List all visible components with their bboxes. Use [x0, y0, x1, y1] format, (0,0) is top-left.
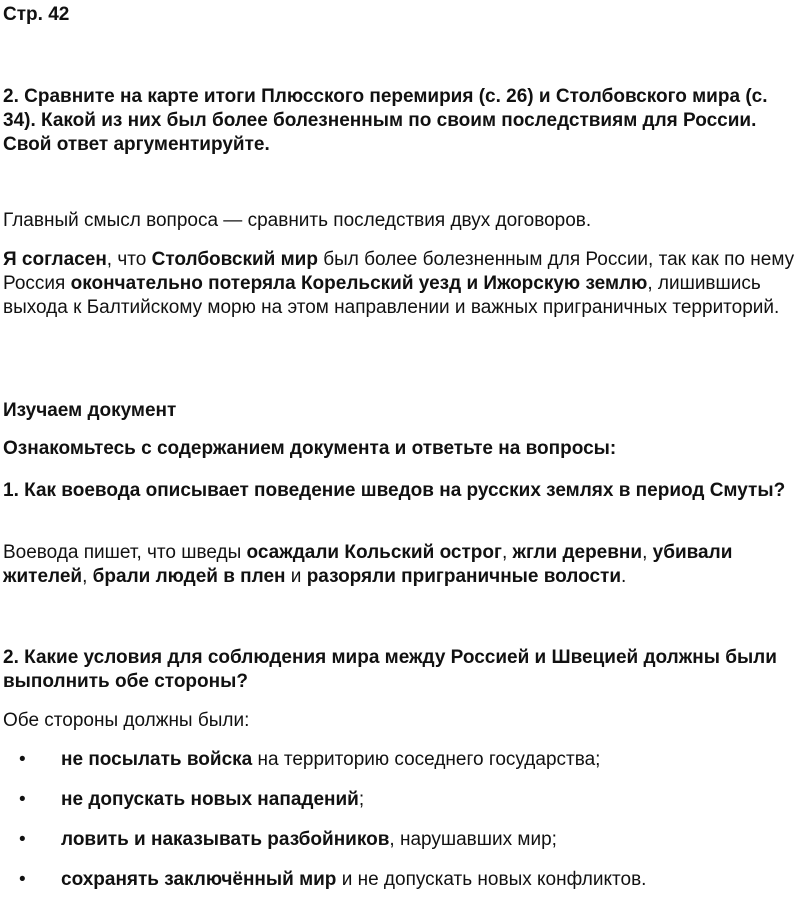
bold-phrase: не посылать войска	[61, 749, 253, 770]
bold-phrase: ловить и наказывать разбойников	[61, 829, 390, 850]
text-phrase: ,	[642, 542, 653, 563]
text-phrase: ;	[358, 789, 365, 810]
page-number: Стр. 42	[3, 4, 70, 25]
text-phrase: , лишившись выхода к Балтийскому морю на этом направлении и важных приграничных территорий.	[3, 273, 780, 318]
section-title: Изучаем документ	[3, 400, 177, 421]
text-phrase: ,	[501, 542, 513, 563]
conditions-list	[3, 748, 800, 908]
answer-swedes-paragraph	[3, 541, 800, 589]
list-item	[3, 828, 800, 868]
bullet-icon: •	[19, 829, 26, 850]
text-phrase: .	[621, 566, 627, 587]
bold-phrase: жгли деревни	[512, 542, 643, 563]
list-item	[3, 868, 800, 908]
answer-stolbovo-paragraph	[3, 248, 800, 320]
text-phrase: , что	[106, 249, 152, 270]
bold-phrase: Я согласен	[3, 249, 107, 270]
bold-phrase: окончательно потеряла Корельский уезд и Ижорскую землю	[70, 273, 648, 294]
bold-phrase: убивали жителей	[3, 542, 733, 587]
text-phrase: ,	[82, 566, 93, 587]
answer-conditions-lead: Обе стороны должны были:	[3, 710, 250, 731]
bold-phrase: сохранять заключённый мир	[61, 869, 337, 890]
text-phrase: был более болезненным для России, так как по нему Россия	[3, 249, 795, 294]
bold-phrase: Столбовский мир	[151, 249, 318, 270]
question-peace-conditions: 2. Какие условия для соблюдения мира между Россией и Швецией должны были выполнить обе стороны?	[3, 647, 777, 692]
bold-phrase: брали людей в плен	[92, 566, 286, 587]
list-item	[3, 748, 800, 788]
section-subtitle: Ознакомьтесь с содержанием документа и ответьте на вопросы:	[3, 438, 617, 459]
bullet-icon: •	[19, 749, 26, 770]
list-item	[3, 788, 800, 828]
text-phrase: , нарушавших мир;	[389, 829, 557, 850]
bold-phrase: разоряли приграничные волости	[306, 566, 622, 587]
bullet-icon: •	[19, 869, 26, 890]
question-swedes-behavior: 1. Как воевода описывает поведение шведов на русских землях в период Смуты?	[3, 480, 786, 501]
bold-phrase: не допускать новых нападений	[61, 789, 359, 810]
text-phrase: Воевода пишет, что шведы	[3, 542, 247, 563]
bold-phrase: осаждали Кольский острог	[246, 542, 502, 563]
question-map-comparison: 2. Сравните на карте итоги Плюсского перемирия (с. 26) и Столбовского мира (с. 34). Какой из них был более болезненным по своим последствиям для России. Свой ответ аргументируйте.	[3, 86, 768, 155]
text-phrase: и не допускать новых конфликтов.	[336, 869, 647, 890]
text-phrase: и	[285, 566, 307, 587]
text-phrase: на территорию соседнего государства;	[252, 749, 601, 770]
intro-paragraph: Главный смысл вопроса — сравнить последствия двух договоров.	[3, 210, 592, 231]
bullet-icon: •	[19, 789, 26, 810]
